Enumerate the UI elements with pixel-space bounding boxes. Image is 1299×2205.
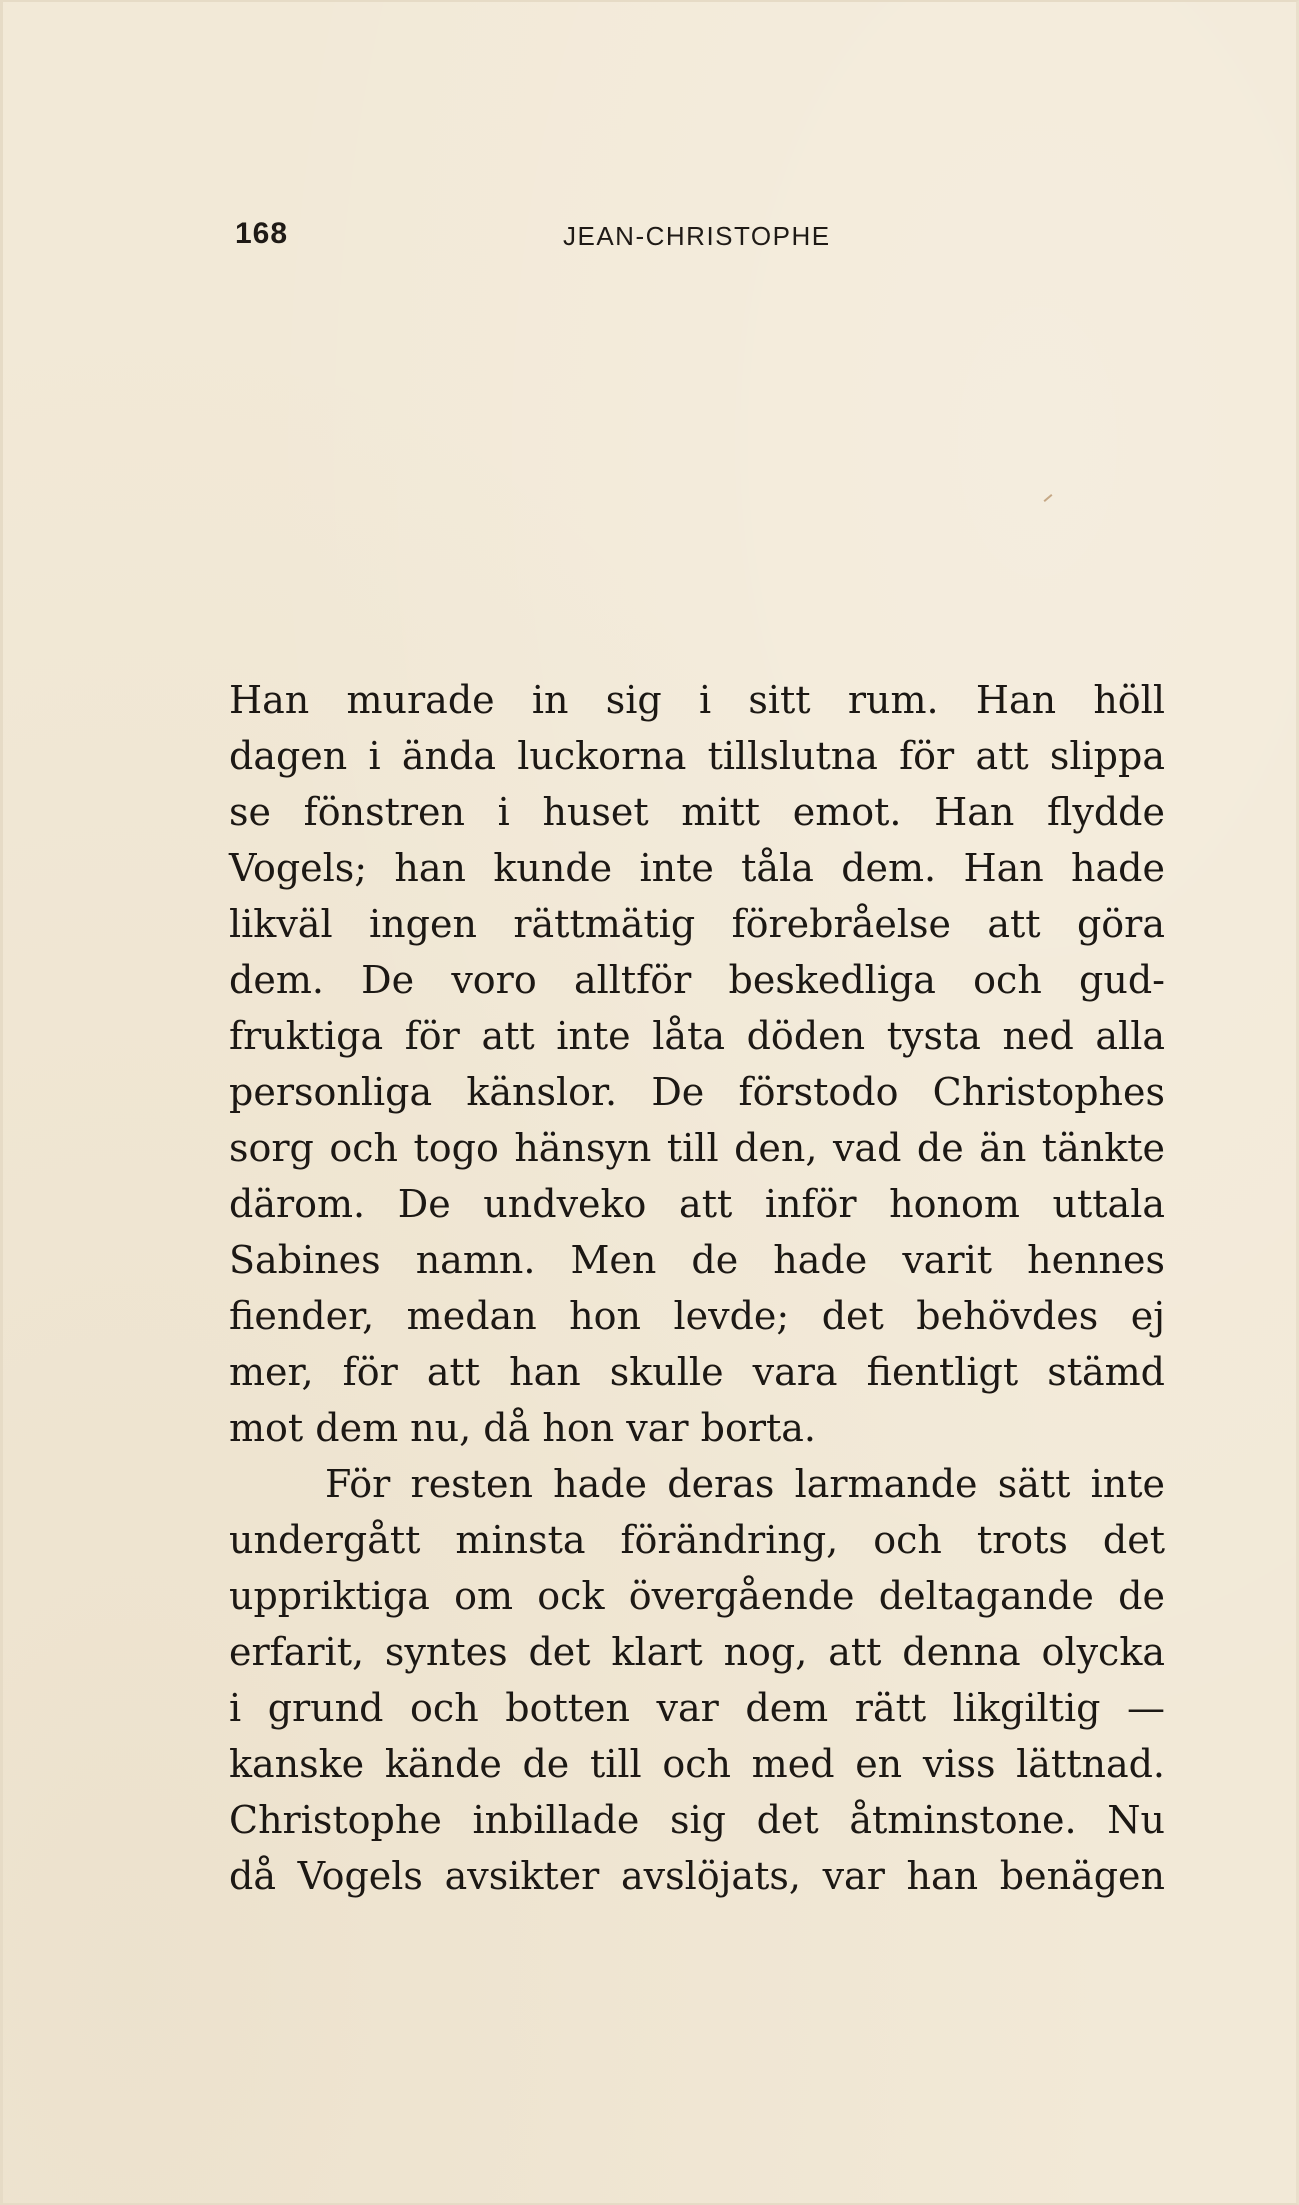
text-line: mer, för att han skulle vara fientligt stämd bbox=[229, 1350, 1165, 1394]
paragraph-start-line: För resten hade deras larmande sätt inte bbox=[325, 1462, 1165, 1506]
text-line: Vogels; han kunde inte tåla dem. Han hade bbox=[229, 846, 1165, 890]
paragraph-end-line: mot dem nu, då hon var borta. bbox=[229, 1406, 816, 1450]
body-text bbox=[229, 672, 1165, 1904]
text-line: sorg och togo hänsyn till den, vad de än tänkte bbox=[229, 1126, 1165, 1170]
text-line: dem. De voro alltför beskedliga och gud- bbox=[229, 958, 1165, 1002]
text-line: dagen i ända luckorna tillslutna för att slippa bbox=[229, 734, 1165, 778]
text-line: se fönstren i huset mitt emot. Han flydde bbox=[229, 790, 1165, 834]
text-line: i grund och botten var dem rätt likgiltig — bbox=[229, 1686, 1165, 1730]
text-line: därom. De undveko att inför honom uttala bbox=[229, 1182, 1165, 1226]
paper-speck bbox=[1044, 494, 1053, 502]
text-line: fruktiga för att inte låta döden tysta ned alla bbox=[229, 1014, 1165, 1058]
text-line: fiender, medan hon levde; det behövdes ej bbox=[229, 1294, 1165, 1338]
text-line: Sabines namn. Men de hade varit hennes bbox=[229, 1238, 1165, 1282]
text-line: Christophe inbillade sig det åtminstone. Nu bbox=[229, 1798, 1165, 1842]
text-line: då Vogels avsikter avslöjats, var han benägen bbox=[229, 1854, 1165, 1898]
page-number: 168 bbox=[235, 217, 289, 250]
text-line: Han murade in sig i sitt rum. Han höll bbox=[229, 678, 1165, 722]
text-line: uppriktiga om ock övergående deltagande de bbox=[229, 1574, 1165, 1618]
text-line: likväl ingen rättmätig förebråelse att göra bbox=[229, 902, 1165, 946]
text-line: erfarit, syntes det klart nog, att denna olycka bbox=[229, 1630, 1165, 1674]
running-head bbox=[235, 217, 1155, 277]
text-line: undergått minsta förändring, och trots det bbox=[229, 1518, 1165, 1562]
text-line: personliga känslor. De förstodo Christophes bbox=[229, 1070, 1165, 1114]
text-line: kanske kände de till och med en viss lättnad. bbox=[229, 1742, 1165, 1786]
book-title: JEAN-CHRISTOPHE bbox=[563, 221, 831, 251]
